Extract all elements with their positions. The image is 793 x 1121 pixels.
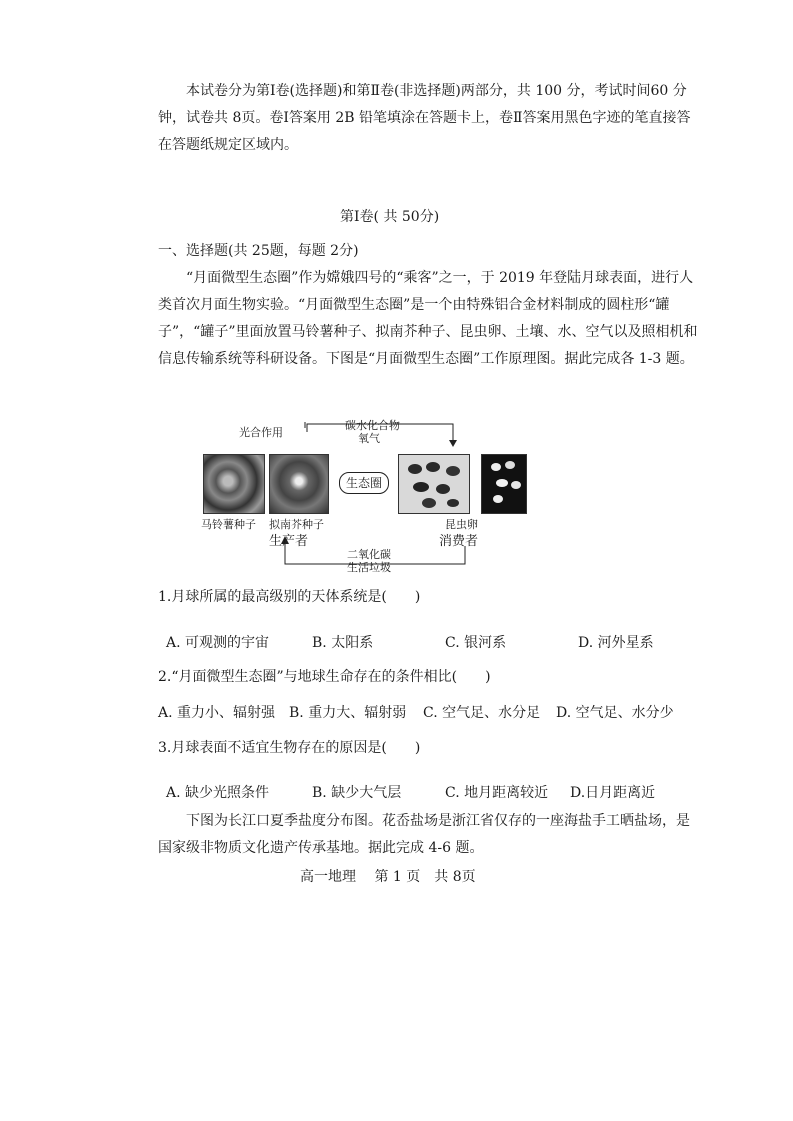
page-footer: 高一地理 第 1 页 共 8页 (300, 869, 476, 885)
question-2-option-b: B. 重力大、辐射弱 (289, 705, 407, 721)
co2-label: 二氧化碳 (347, 548, 391, 561)
photosynthesis-label: 光合作用 (239, 426, 283, 439)
question-3-option-a: A. 缺少光照条件 (166, 785, 270, 801)
consumer-label: 消费者 (439, 534, 479, 549)
arabidopsis-seed-photo (269, 454, 329, 514)
exam-instructions: 本试卷分为第Ⅰ卷(选择题)和第Ⅱ卷(非选择题)两部分，共 100 分，考试时间60 分钟，试卷共 8页。卷Ⅰ答案用 2B 铅笔填涂在答题卡上，卷Ⅱ答案用黑色字迹的笔直接答在答题纸规定区域内。 (158, 83, 691, 153)
ecosphere-diagram (195, 414, 535, 574)
insect-egg-caption: 昆虫卵 (445, 518, 478, 531)
insect-egg-photo-2 (481, 454, 527, 514)
section-title: 第Ⅰ卷( 共 50分) (340, 209, 440, 225)
question-2-option-a: A. 重力小、辐射强 (158, 705, 276, 721)
question-1-stem: 1.月球所属的最高级别的天体系统是( ) (158, 589, 421, 605)
ecosphere-center-label: 生态圈 (339, 472, 389, 494)
carbohydrate-label: 碳水化合物 (345, 419, 400, 432)
question-2-option-c: C. 空气足、水分足 (423, 705, 541, 721)
question-3-option-d: D.日月距离近 (570, 785, 656, 801)
passage-2: 下图为长江口夏季盐度分布图。花岙盐场是浙江省仅存的一座海盐手工晒盐场，是国家级非物质文化遗产传承基地。据此完成 4-6 题。 (158, 813, 690, 856)
oxygen-label: 氧气 (358, 432, 380, 445)
question-2-option-d: D. 空气足、水分少 (556, 705, 674, 721)
question-1-option-b: B. 太阳系 (312, 635, 374, 651)
question-3-stem: 3.月球表面不适宜生物存在的原因是( ) (158, 740, 421, 756)
potato-seed-caption: 马铃薯种子 (201, 518, 256, 531)
section-heading: 一、选择题(共 25题，每题 2分) (158, 243, 359, 259)
passage-1: “月面微型生态圈”作为嫦娥四号的“乘客”之一，于 2019 年登陆月球表面，进行人类首次月面生物实验。“月面微型生态圈”是一个由特殊铝合金材料制成的圆柱形“罐子”，“罐子”里面放置马铃薯种子、拟南芥种子、昆虫卵、土壤、水、空气以及照相机和信息传输系统等科研设备。下图是“月面微型生态圈”工作原理图。据此完成各 1-3 题。 (158, 270, 698, 367)
question-1-option-c: C. 银河系 (445, 635, 507, 651)
insect-egg-photo-1 (398, 454, 470, 514)
producer-label: 生产者 (269, 534, 309, 549)
arabidopsis-seed-caption: 拟南芥种子 (269, 518, 324, 531)
question-1-option-d: D. 河外星系 (578, 635, 654, 651)
question-3-option-b: B. 缺少大气层 (312, 785, 402, 801)
potato-seed-photo (203, 454, 265, 514)
waste-label: 生活垃圾 (347, 561, 391, 574)
question-1-option-a: A. 可观测的宇宙 (166, 635, 270, 651)
question-2-stem: 2.“月面微型生态圈”与地球生命存在的条件相比( ) (158, 669, 491, 685)
question-3-option-c: C. 地月距离较近 (445, 785, 549, 801)
